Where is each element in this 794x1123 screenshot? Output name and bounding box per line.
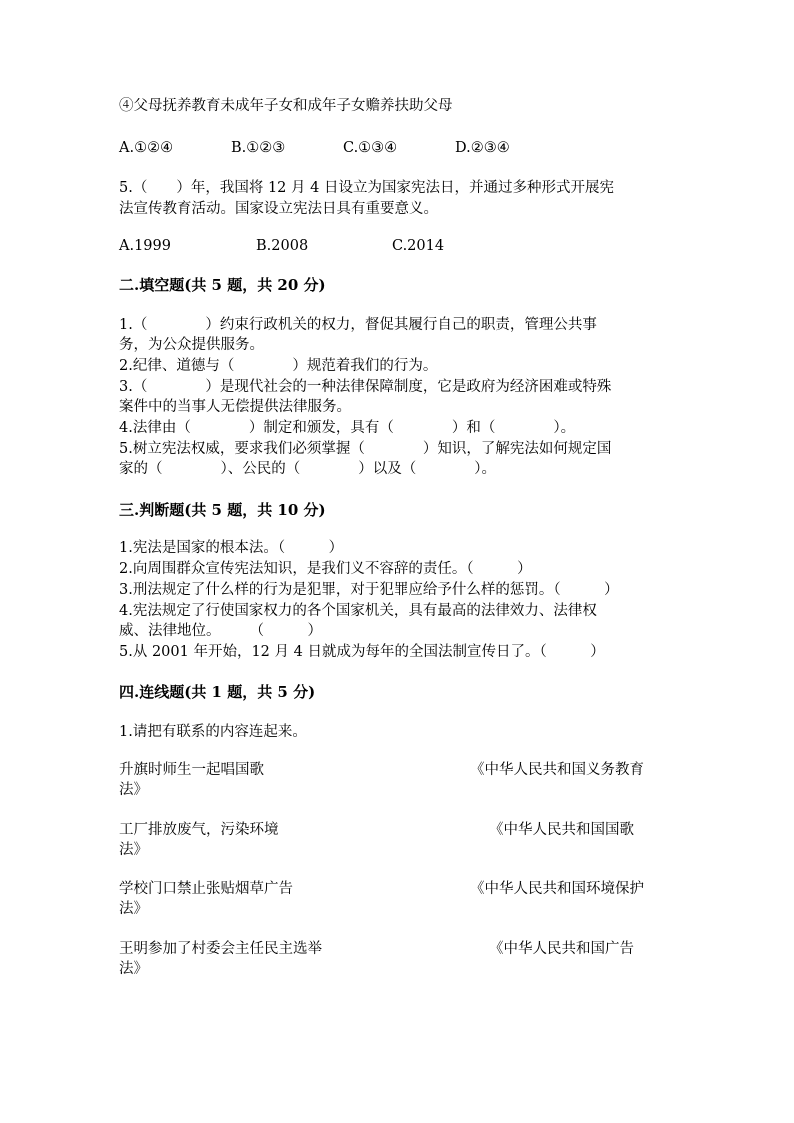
option-d: D.②③④ xyxy=(455,140,510,156)
judge-line: 威、法律地位。 （ ） xyxy=(119,623,322,639)
fill-line: 2.纪律、道德与（ ）规范着我们的行为。 xyxy=(119,358,438,374)
judge-line: 5.从 2001 年开始，12 月 4 日就成为每年的全国法制宣传日了。（ ） xyxy=(119,644,605,660)
fill-line: 务，为公众提供服务。 xyxy=(119,337,264,353)
option-b: B.2008 xyxy=(256,238,309,254)
fill-line: 4.法律由（ ）制定和颁发，具有（ ）和（ ）。 xyxy=(119,420,576,436)
fill-line: 案件中的当事人无偿提供法律服务。 xyxy=(119,399,351,415)
matching-right-item-tail: 法》 xyxy=(119,901,148,917)
matching-row xyxy=(119,820,679,862)
judge-line: 3.刑法规定了什么样的行为是犯罪，对于犯罪应给予什么样的惩罚。（ ） xyxy=(119,582,619,598)
matching-right-item: 《中华人民共和国广告 xyxy=(489,941,634,957)
choice-item-4: ④父母抚养教育未成年子女和成年子女赡养扶助父母 xyxy=(119,98,453,114)
matching-left-item: 王明参加了村委会主任民主选举 xyxy=(119,941,322,957)
true-false-list xyxy=(119,538,619,662)
section-matching-title: 四.连线题(共 1 题，共 5 分) xyxy=(119,683,316,701)
matching-right-item-tail: 法》 xyxy=(119,782,148,798)
section-fill-blank-title: 二.填空题(共 5 题，共 20 分) xyxy=(119,276,326,294)
fill-line: 3.（ ）是现代社会的一种法律保障制度，它是政府为经济困难或特殊 xyxy=(119,379,612,395)
fill-line: 1.（ ）约束行政机关的权力，督促其履行自己的职责，管理公共事 xyxy=(119,317,597,333)
matching-left-item: 学校门口禁止张贴烟草广告 xyxy=(119,881,293,897)
matching-prompt: 1.请把有联系的内容连起来。 xyxy=(119,724,307,740)
matching-right-item: 《中华人民共和国国歌 xyxy=(489,822,634,838)
matching-row xyxy=(119,879,679,921)
matching-right-item: 《中华人民共和国义务教育 xyxy=(470,762,644,778)
matching-row xyxy=(119,939,679,981)
fill-blank-list xyxy=(119,315,611,479)
matching-left-item: 升旗时师生一起唱国歌 xyxy=(119,762,264,778)
section-true-false-title: 三.判断题(共 5 题，共 10 分) xyxy=(119,501,326,519)
option-c: C.2014 xyxy=(392,238,445,254)
matching-right-item-tail: 法》 xyxy=(119,961,148,977)
fill-line: 5.树立宪法权威，要求我们必须掌握（ ）知识，了解宪法如何规定国 xyxy=(119,441,612,457)
matching-left-item: 工厂排放废气，污染环境 xyxy=(119,822,279,838)
option-a: A.1999 xyxy=(119,238,171,254)
judge-line: 4.宪法规定了行使国家权力的各个国家机关，具有最高的法律效力、法律权 xyxy=(119,603,597,619)
option-a: A.①②④ xyxy=(119,140,174,156)
question-5-line-2: 法宣传教育活动。国家设立宪法日具有重要意义。 xyxy=(119,201,438,217)
question-5-line-1: 5.（ ）年，我国将 12 月 4 日设立为国家宪法日，并通过多种形式开展宪 xyxy=(119,180,614,196)
option-b: B.①②③ xyxy=(231,140,286,156)
fill-line: 家的（ ）、公民的（ ）以及（ ）。 xyxy=(119,461,496,477)
matching-right-item: 《中华人民共和国环境保护 xyxy=(470,881,644,897)
matching-right-item-tail: 法》 xyxy=(119,842,148,858)
option-c: C.①③④ xyxy=(343,140,398,156)
judge-line: 2.向周围群众宣传宪法知识，是我们义不容辞的责任。（ ） xyxy=(119,561,532,577)
judge-line: 1.宪法是国家的根本法。（ ） xyxy=(119,540,344,556)
matching-row xyxy=(119,760,679,802)
